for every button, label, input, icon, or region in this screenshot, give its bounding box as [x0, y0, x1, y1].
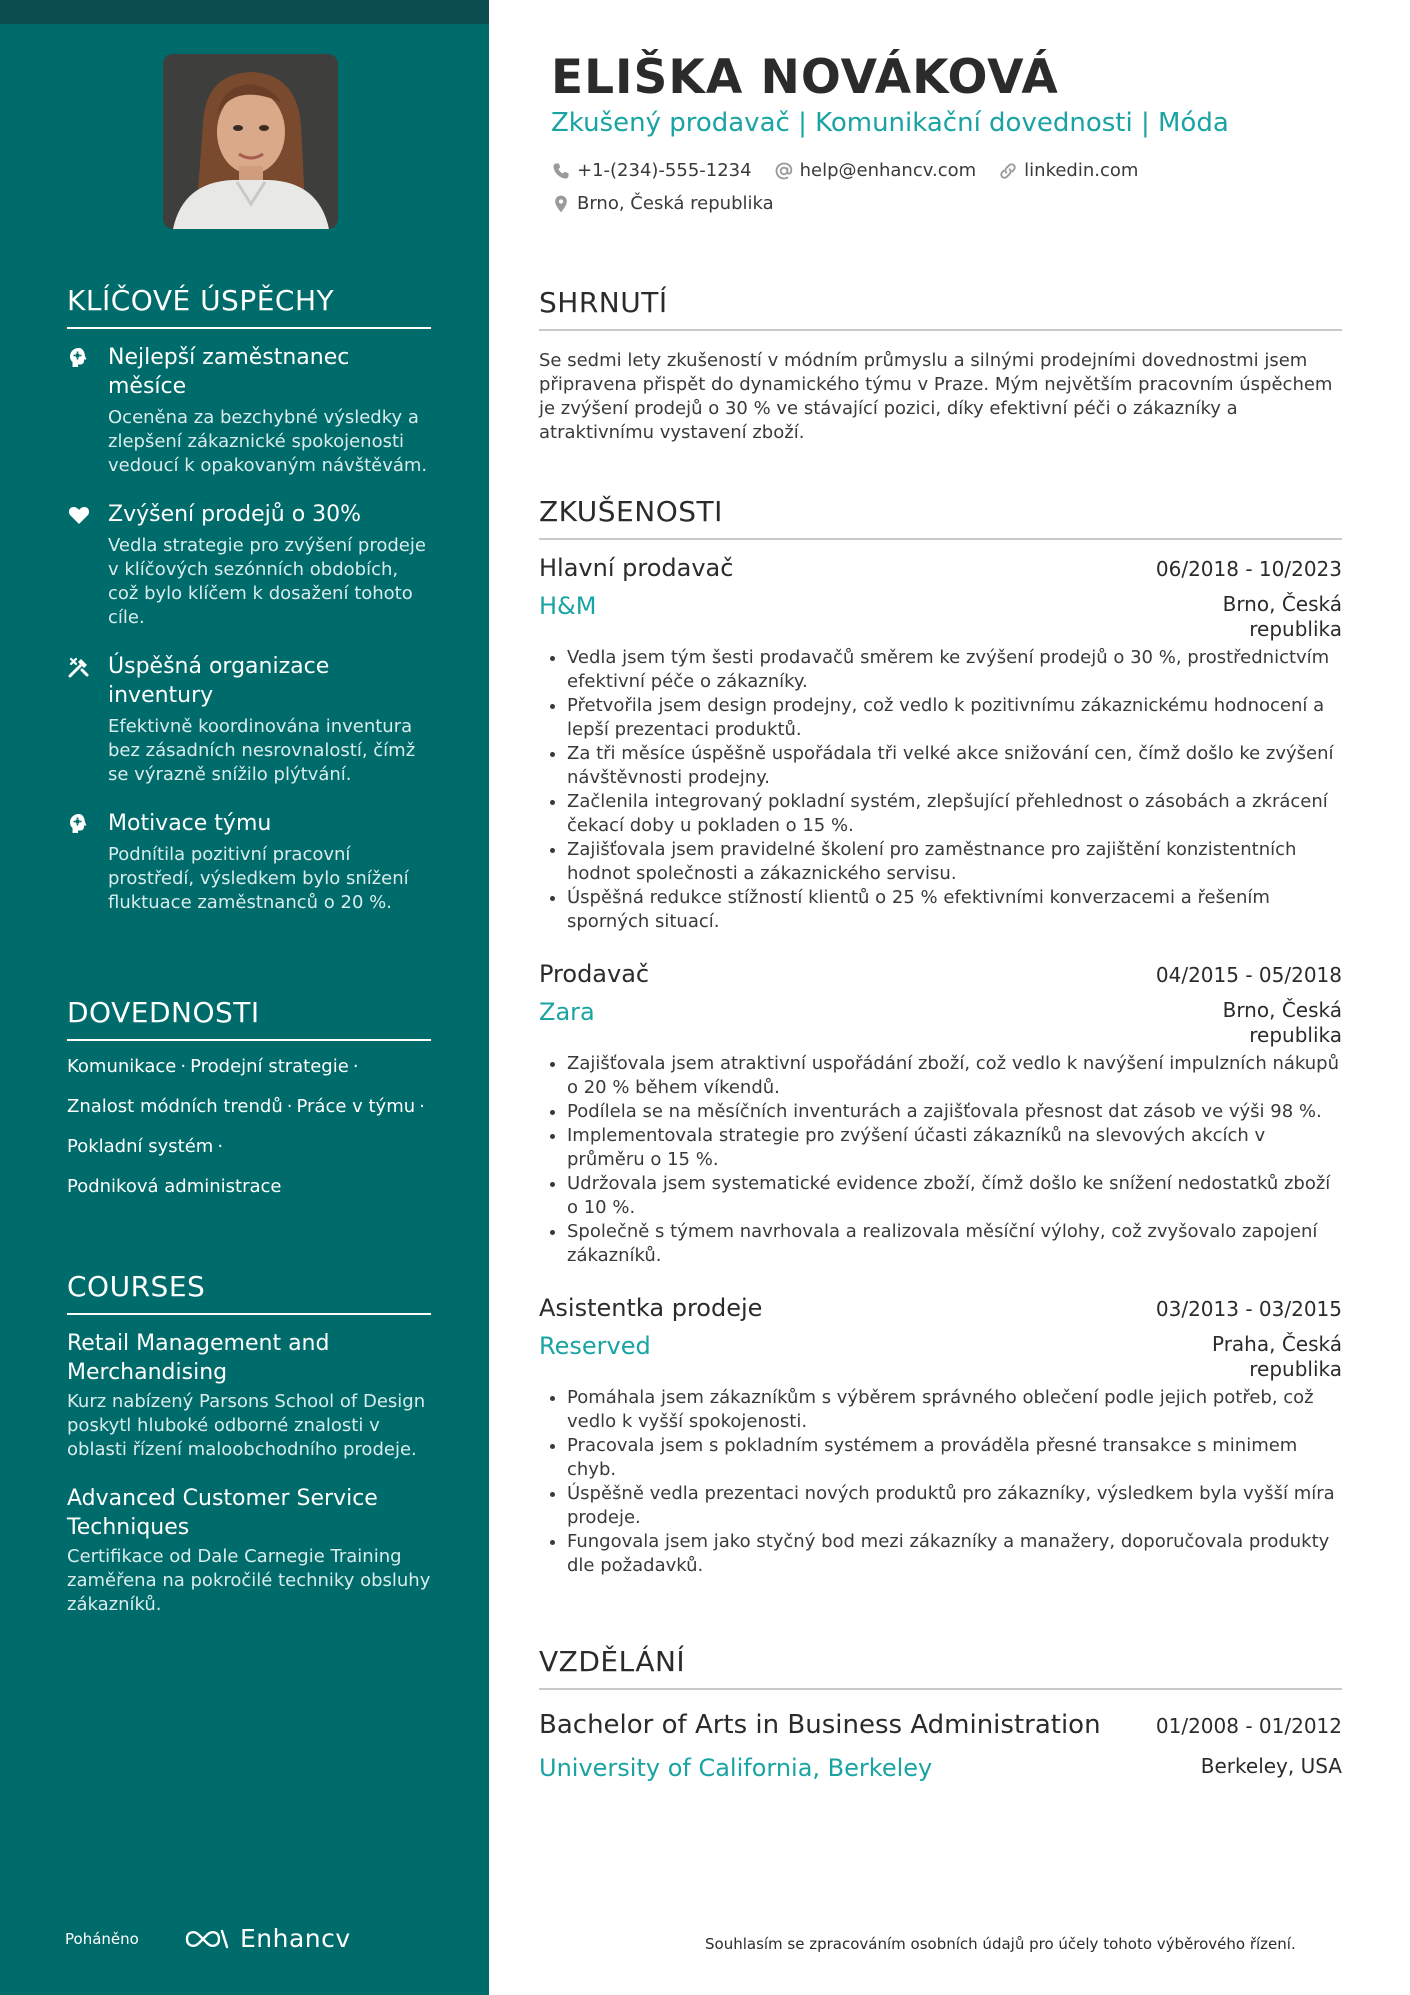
achievement-title: Nejlepší zaměstnanec měsíce — [108, 345, 350, 399]
achievement-desc: Oceněna za bezchybné výsledky a zlepšení zákaznické spokojenosti vedoucí k opakovaným návštěvám. — [108, 407, 428, 476]
skill-separator: · — [217, 1136, 224, 1157]
location-pin-icon — [551, 194, 571, 214]
bullet-item: • Udržovala jsem systematické evidence zboží, čímž došlo ke snížení nedostatků zboží o 10 %. — [567, 1172, 1342, 1220]
job-bullets — [539, 1052, 1342, 1268]
brand-name: Enhancv — [240, 1924, 351, 1953]
phone-icon — [551, 161, 571, 181]
achievement-title: Úspěšná organizace inventury — [108, 654, 330, 708]
skill-row — [67, 1095, 431, 1119]
bullet-item: • Podílela se na měsíčních inventurách a zajišťovala přesnost dat zásob ve výši 98 %. — [567, 1100, 1342, 1124]
skill-row — [67, 1135, 431, 1159]
skill-separator: · — [180, 1056, 187, 1077]
bullet-item: • Implementovala strategie pro zvýšení účasti zákazníků na slevových akcích v průměru o 15 %. — [567, 1124, 1342, 1172]
contact-phone[interactable] — [551, 160, 752, 181]
bullet-item: • Začlenila integrovaný pokladní systém, zlepšující přehlednost o zásobách a zkrácení čekací doby u pokladen o 15 %. — [567, 790, 1342, 838]
skill-item: Komunikace — [67, 1056, 177, 1077]
profile-photo — [163, 54, 338, 229]
job-location: Brno, Česká republika — [1222, 592, 1342, 641]
skill-row — [67, 1055, 431, 1079]
phone-text: +1-(234)-555-1234 — [577, 160, 752, 181]
brain-icon — [67, 346, 91, 370]
experience-title: ZKUŠENOSTI — [539, 495, 1342, 540]
email-text: help@enhancv.com — [799, 160, 977, 181]
contact-info — [551, 160, 1331, 226]
bullet-item: • Za tři měsíce úspěšně uspořádala tři velké akce snižování cen, čímž došlo ke zvýšení návštěvnosti prodejny. — [567, 742, 1342, 790]
education-dates: 01/2008 - 01/2012 — [1155, 1714, 1342, 1738]
brain-icon — [67, 812, 91, 836]
brand-logo[interactable] — [184, 1924, 351, 1953]
tools-icon — [67, 655, 91, 679]
summary-text: Se sedmi lety zkušeností v módním průmyslu a silnými prodejními dovednostmi jsem připravena přispět do dynamického týmu v Praze. Mým největším pracovním úspěchem je zvýšení prodejů o 30 % ve stávající pozici, díky efektivní péči o zákazníky a atraktivnímu vystavení zboží. — [539, 350, 1333, 443]
skill-separator: · — [419, 1096, 425, 1117]
contact-linkedin[interactable] — [998, 160, 1138, 181]
bullet-item: • Zajišťovala jsem atraktivní uspořádání zboží, což vedlo k navýšení impulzních nákupů o 20 % během víkendů. — [567, 1052, 1342, 1100]
job-dates: 06/2018 - 10/2023 — [1155, 557, 1342, 581]
job-location: Praha, Česká republika — [1211, 1332, 1342, 1381]
person-name: ELIŠKA NOVÁKOVÁ — [551, 50, 1059, 105]
achievements-title: KLÍČOVÉ ÚSPĚCHY — [67, 284, 431, 329]
achievement-item — [67, 500, 431, 630]
job-dates: 04/2015 - 05/2018 — [1155, 963, 1342, 987]
job-entry — [539, 960, 1342, 1268]
achievement-item — [67, 809, 431, 915]
company-name: H&M — [539, 592, 597, 620]
education-degree: Bachelor of Arts in Business Administration — [539, 1710, 1101, 1740]
linkedin-text: linkedin.com — [1024, 160, 1139, 181]
achievement-desc: Efektivně koordinována inventura bez zásadních nesrovnalostí, čímž se výrazně snížilo plýtvání. — [108, 716, 416, 785]
sidebar-top-bar — [0, 0, 489, 24]
main-content — [539, 0, 1342, 1995]
achievement-title: Motivace týmu — [108, 811, 272, 836]
achievement-desc: Podnítila pozitivní pracovní prostředí, výsledkem bylo snížení fluktuace zaměstnanců o 20 %. — [108, 844, 409, 913]
bullet-item: • Fungovala jsem jako styčný bod mezi zákazníky a manažery, doporučovala produkty dle požadavků. — [567, 1530, 1342, 1578]
consent-footer: Souhlasím se zpracováním osobních údajů pro účely tohoto výběrového řízení. — [705, 1935, 1296, 1953]
summary-title: SHRNUTÍ — [539, 286, 1342, 331]
achievement-title: Zvýšení prodejů o 30% — [108, 502, 362, 527]
skill-separator: · — [286, 1096, 293, 1117]
bullet-item: • Úspěšně vedla prezentaci nových produktů pro zákazníky, výsledkem byla vyšší míra prodeje. — [567, 1482, 1342, 1530]
courses-section — [67, 1270, 431, 1631]
job-entry — [539, 554, 1342, 934]
education-title: VZDĚLÁNÍ — [539, 1645, 1342, 1690]
company-name: Zara — [539, 998, 595, 1026]
achievement-desc: Vedla strategie pro zvýšení prodeje v klíčových sezónních obdobích, což bylo klíčem k dosažení tohoto cíle. — [108, 535, 426, 628]
achievement-item — [67, 652, 431, 787]
link-icon — [998, 161, 1018, 181]
skills-title: DOVEDNOSTI — [67, 996, 431, 1041]
heart-icon — [67, 503, 91, 527]
skill-item: Práce v týmu — [296, 1096, 416, 1117]
powered-by-label: Poháněno — [65, 1930, 139, 1948]
course-desc: Kurz nabízený Parsons School of Design poskytl hluboké odborné znalosti v oblasti řízení maloobchodního prodeje. — [67, 1391, 426, 1460]
achievement-item — [67, 343, 431, 478]
skill-row — [67, 1175, 431, 1199]
skills-section — [67, 996, 431, 1215]
course-desc: Certifikace od Dale Carnegie Training zaměřena na pokročilé techniky obsluhy zákazníků. — [67, 1546, 431, 1615]
bullet-item: • Společně s týmem navrhovala a realizovala měsíční výlohy, což zvyšovalo zapojení zákazníků. — [567, 1220, 1342, 1268]
job-entry — [539, 1294, 1342, 1578]
job-dates: 03/2013 - 03/2015 — [1155, 1297, 1342, 1321]
skill-item: Podniková administrace — [67, 1176, 282, 1197]
job-bullets — [539, 646, 1342, 934]
contact-email[interactable] — [774, 160, 977, 181]
job-bullets — [539, 1386, 1342, 1578]
education-location: Berkeley, USA — [1200, 1754, 1342, 1778]
bullet-item: • Pracovala jsem s pokladním systémem a prováděla přesné transakce s minimem chyb. — [567, 1434, 1342, 1482]
achievements-section — [67, 284, 431, 937]
experience-section — [539, 495, 1342, 1578]
bullet-item: • Přetvořila jsem design prodejny, což vedlo k pozitivnímu zákaznickému hodnocení a lepší prezentaci produktů. — [567, 694, 1342, 742]
courses-title: COURSES — [67, 1270, 431, 1315]
at-sign-icon — [774, 161, 794, 181]
course-title: Advanced Customer Service Techniques — [67, 1486, 378, 1540]
skill-item: Znalost módních trendů — [67, 1096, 283, 1117]
job-location: Brno, Česká republika — [1222, 998, 1342, 1047]
enhancv-logo-icon — [184, 1926, 230, 1952]
bullet-item: • Pomáhala jsem zákazníkům s výběrem správného oblečení podle jejich potřeb, což vedlo k vyšší spokojenosti. — [567, 1386, 1342, 1434]
skill-separator: · — [352, 1056, 359, 1077]
bullet-item: • Vedla jsem tým šesti prodavačů směrem ke zvýšení prodejů o 30 %, prostřednictvím efektivní péče o zákazníky. — [567, 646, 1342, 694]
bullet-item: • Zajišťovala jsem pravidelné školení pro zaměstnance pro zajištění konzistentních hodnot společnosti a zákaznického servisu. — [567, 838, 1342, 886]
company-name: Reserved — [539, 1332, 651, 1360]
skill-item: Prodejní strategie — [190, 1056, 349, 1077]
course-item — [67, 1484, 431, 1617]
education-section — [539, 1645, 1342, 1782]
contact-location — [551, 193, 774, 214]
course-title: Retail Management and Merchandising — [67, 1331, 330, 1385]
job-title: Asistentka prodeje — [539, 1294, 763, 1322]
course-item — [67, 1329, 431, 1462]
job-title: Prodavač — [539, 960, 650, 988]
job-title: Hlavní prodavač — [539, 554, 734, 582]
summary-section — [539, 286, 1342, 445]
bullet-item: • Úspěšná redukce stížností klientů o 25 % efektivními konverzacemi a řešením sporných situací. — [567, 886, 1342, 934]
education-school: University of California, Berkeley — [539, 1754, 933, 1782]
person-headline: Zkušený prodavač | Komunikační dovednosti | Móda — [551, 108, 1229, 138]
skill-item: Pokladní systém — [67, 1136, 214, 1157]
sidebar — [0, 0, 489, 1995]
location-text: Brno, Česká republika — [577, 193, 774, 214]
